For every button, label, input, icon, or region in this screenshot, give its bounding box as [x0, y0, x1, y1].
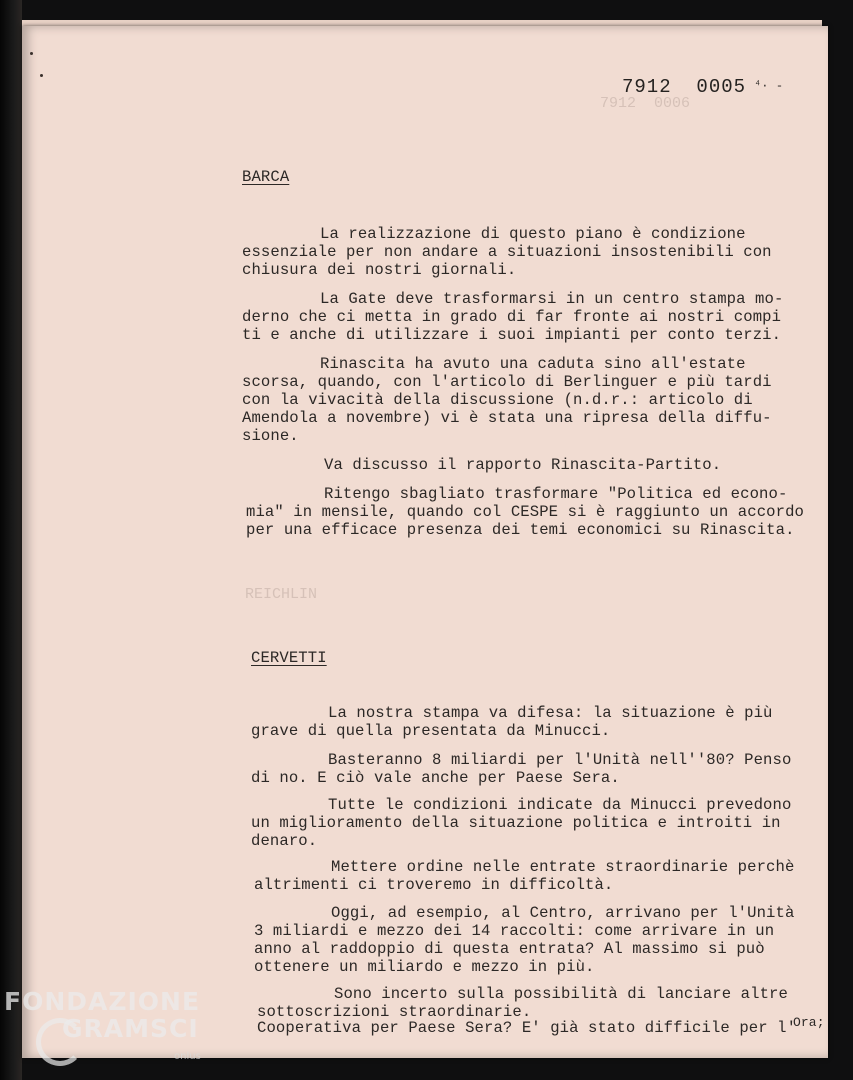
- text-line: scorsa, quando, con l'articolo di Berlinguer e più tardi: [242, 373, 772, 391]
- text-line: ottenere un miliardo e mezzo in più.: [254, 958, 595, 976]
- text-line: chiusura dei nostri giornali.: [242, 261, 517, 279]
- text-line: Cooperativa per Paese Sera? E' già stato difficile per l': [257, 1019, 797, 1037]
- watermark-line1: FONDAZIONE: [4, 987, 201, 1016]
- text-line: Tutte le condizioni indicate da Minucci prevedono: [328, 796, 792, 814]
- bleed-through-text: 7912 0006: [600, 95, 691, 112]
- text-line: ti e anche di utilizzare i suoi impianti per conto terzi.: [242, 326, 782, 344]
- text-line: altrimenti ci troveremo in difficoltà.: [254, 876, 614, 894]
- text-line: La realizzazione di questo piano è condizione: [320, 225, 746, 243]
- document-number-suffix: ⁴· -: [754, 79, 784, 93]
- text-line: sione.: [242, 427, 299, 445]
- text-line: con la vivacità della discussione (n.d.r.: articolo di: [242, 391, 753, 409]
- section-heading-cervetti: CERVETTI: [251, 649, 327, 667]
- text-line: per una efficace presenza dei temi economici su Rinascita.: [246, 521, 795, 539]
- page-mark: [30, 52, 33, 55]
- text-line: La Gate deve trasformarsi in un centro stampa mo-: [320, 290, 784, 308]
- text-line: di no. E ciò vale anche per Paese Sera.: [251, 769, 620, 787]
- text-line: Oggi, ad esempio, al Centro, arrivano per l'Unità: [331, 904, 795, 922]
- text-line-margin: Ora;: [793, 1015, 825, 1030]
- text-line: 3 miliardi e mezzo dei 14 raccolti: come arrivare in un: [254, 922, 775, 940]
- text-line: mia" in mensile, quando col CESPE si è raggiunto un accordo: [246, 503, 805, 521]
- text-line: Rinascita ha avuto una caduta sino all'estate: [320, 355, 746, 373]
- text-line: essenziale per non andare a situazioni insostenibili con: [242, 243, 772, 261]
- text-line: Basteranno 8 miliardi per l'Unità nell''80? Penso: [328, 751, 792, 769]
- text-line: Amendola a novembre) vi è stata una ripresa della diffu-: [242, 409, 772, 427]
- text-line: grave di quella presentata da Minucci.: [251, 722, 611, 740]
- text-line: Ritengo sbagliato trasformare "Politica ed econo-: [324, 485, 788, 503]
- watermark-tag: onlus: [174, 1051, 201, 1062]
- text-line: un miglioramento della situazione politica e introiti in: [251, 814, 781, 832]
- text-line: Va discusso il rapporto Rinascita-Partito.: [324, 456, 722, 474]
- page-mark: [40, 74, 43, 77]
- document-number: 7912 0005: [622, 76, 747, 98]
- text-line: Mettere ordine nelle entrate straordinarie perchè: [331, 858, 795, 876]
- text-line: derno che ci metta in grado di far fronte ai nostri compi: [242, 308, 782, 326]
- bleed-through-text: REICHLIN: [245, 586, 318, 603]
- text-line: sottoscrizioni straordinarie.: [257, 1003, 532, 1021]
- section-heading-barca: BARCA: [242, 168, 290, 186]
- watermark-line2: GRAMSCI: [62, 1014, 199, 1043]
- text-line: denaro.: [251, 832, 318, 850]
- text-line: Sono incerto sulla possibilità di lanciare altre: [334, 985, 788, 1003]
- binder-edge: [0, 0, 22, 1080]
- watermark: [4, 987, 201, 1062]
- text-line: anno al raddoppio di questa entrata? Al massimo si può: [254, 940, 765, 958]
- text-line: La nostra stampa va difesa: la situazione è più: [328, 704, 773, 722]
